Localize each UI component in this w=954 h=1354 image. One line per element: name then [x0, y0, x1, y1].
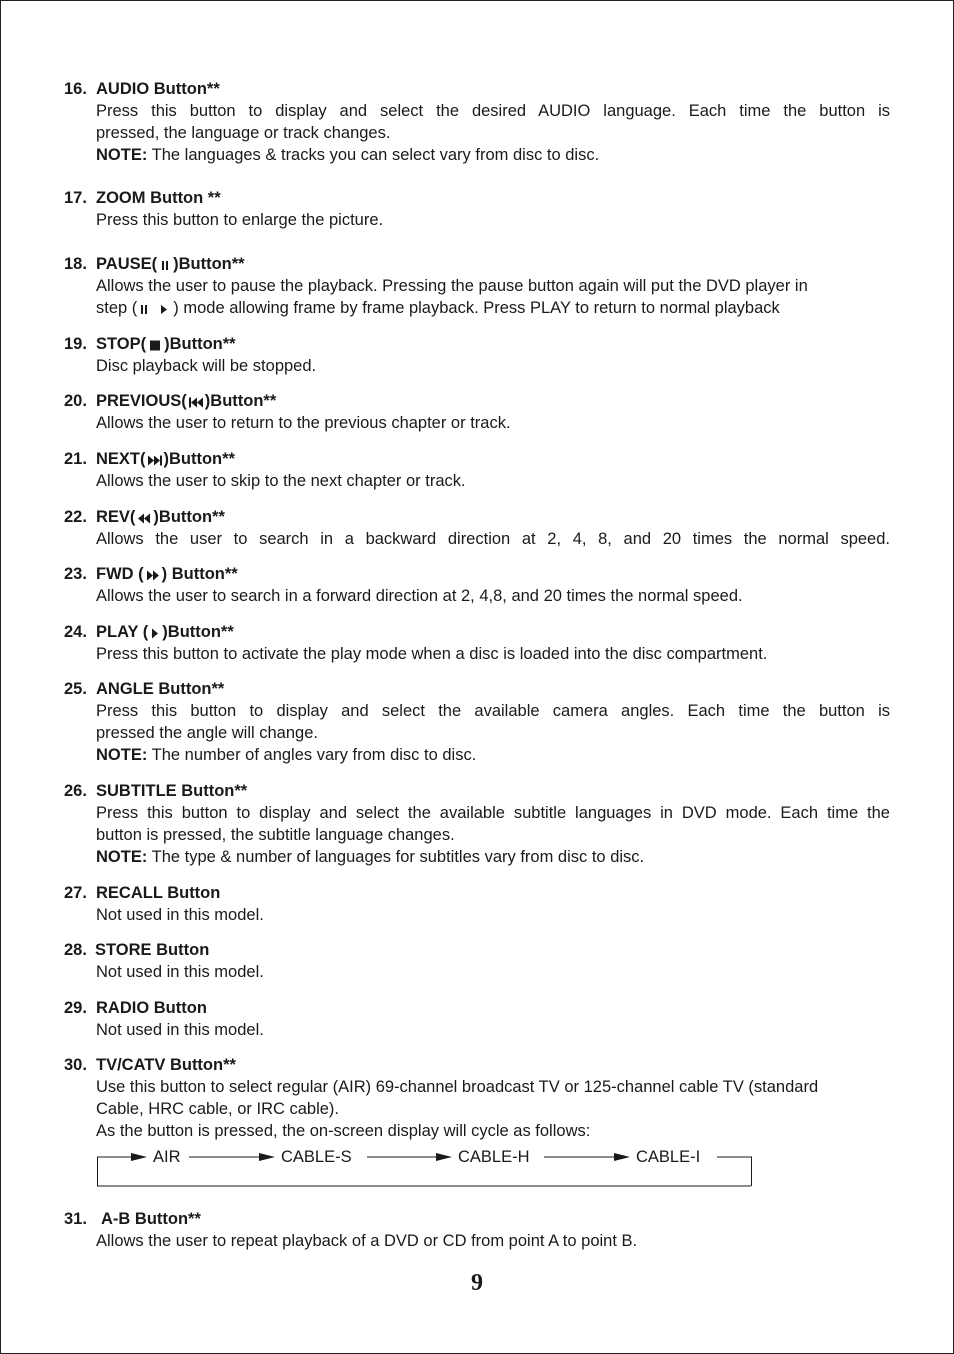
item-title: 16. AUDIO Button**: [64, 80, 220, 98]
page-number: 9: [471, 1270, 483, 1296]
item-description: Allows the user to repeat playback of a DVD or CD from point A to point B.: [96, 1232, 638, 1250]
cycle-label-cable-i: CABLE-I: [636, 1148, 701, 1166]
item-title: 27. RECALL Button: [64, 884, 221, 902]
item-audio-button: [64, 78, 890, 166]
item-fwd-button: [64, 563, 890, 607]
item-pause-button: [64, 253, 890, 319]
note: NOTE: The type & number of languages for subtitles vary from disc to disc.: [96, 848, 645, 866]
item-subtitle-button: [64, 780, 890, 868]
item-tv-catv-button: [64, 1054, 890, 1142]
note: NOTE: The number of angles vary from disc to disc.: [96, 746, 477, 764]
cycle-label-cable-h: CABLE-H: [458, 1148, 530, 1166]
item-description: Not used in this model.: [96, 1021, 264, 1039]
item-title: 17. ZOOM Button **: [64, 189, 221, 207]
item-title: 24. PLAY ( )Button**: [64, 623, 234, 641]
next-icon: [146, 453, 164, 467]
item-recall-button: [64, 882, 890, 926]
stop-icon: [146, 338, 164, 352]
cycle-label-air: AIR: [153, 1148, 181, 1166]
item-description: Not used in this model.: [96, 906, 264, 924]
step-icon: [137, 302, 173, 316]
item-description: Not used in this model.: [96, 963, 264, 981]
item-description: Allows the user to pause the playback. Pressing the pause button again will put the DVD player in step ( ) mode allowing frame by frame playback. Press PLAY to return to normal playback: [96, 277, 808, 317]
rewind-icon: [135, 511, 153, 525]
item-description: Allows the user to skip to the next chapter or track.: [96, 472, 466, 490]
pause-icon: [157, 258, 173, 272]
item-a-b-button: [64, 1208, 890, 1252]
item-description: Allows the user to return to the previous chapter or track.: [96, 414, 511, 432]
item-description: Press this button to enlarge the picture.: [96, 211, 384, 229]
item-play-button: [64, 621, 890, 665]
item-angle-button: [64, 678, 890, 766]
item-stop-button: [64, 333, 890, 377]
item-title: 28. STORE Button: [64, 941, 210, 959]
item-rev-button: [64, 506, 890, 550]
item-title: 19. STOP( )Button**: [64, 335, 236, 353]
item-title: 21. NEXT( )Button**: [64, 450, 235, 468]
item-description: Press this button to display and select the desired AUDIO language. Each time the button is pressed, the language or track changes. NOTE: The languages & tracks you can select vary from disc to disc.: [96, 102, 890, 164]
item-description: Allows the user to search in a forward direction at 2, 4,8, and 20 times the normal speed.: [96, 587, 743, 605]
item-description: Press this button to activate the play mode when a disc is loaded into the disc compartment.: [96, 645, 768, 663]
item-title: 23. FWD ( ) Button**: [64, 565, 238, 583]
item-title: 18. PAUSE( )Button**: [64, 255, 245, 273]
item-zoom-button: [64, 187, 890, 231]
cycle-label-cable-s: CABLE-S: [281, 1148, 352, 1166]
note: NOTE: The languages & tracks you can select vary from disc to disc.: [96, 146, 600, 164]
fast-forward-icon: [144, 568, 162, 582]
channel-cycle-diagram: [97, 1146, 752, 1186]
item-title: 22. REV( )Button**: [64, 508, 225, 526]
item-title: 30. TV/CATV Button**: [64, 1056, 236, 1074]
item-title: 31. A-B Button**: [64, 1210, 201, 1228]
previous-icon: [187, 395, 205, 409]
item-description: Use this button to select regular (AIR) 69-channel broadcast TV or 125-channel cable TV (standard Cable, HRC cable, or IRC cable). As the button is pressed, the on-screen display will cycle as follows:: [96, 1078, 819, 1140]
item-next-button: [64, 448, 890, 492]
item-radio-button: [64, 997, 890, 1041]
item-previous-button: [64, 390, 890, 434]
item-description: Press this button to display and select the available subtitle languages in DVD mode. Each time the button is pressed, the subtitle language changes. NOTE: The type & number of languages for subtitles vary from disc to disc.: [96, 804, 890, 866]
item-description: Allows the user to search in a backward direction at 2, 4, 8, and 20 times the normal speed.: [96, 530, 890, 548]
item-title: 26. SUBTITLE Button**: [64, 782, 248, 800]
item-title: 29. RADIO Button: [64, 999, 207, 1017]
play-icon: [148, 626, 162, 640]
item-title: 20. PREVIOUS( )Button**: [64, 392, 277, 410]
item-description: Press this button to display and select the available camera angles. Each time the button is pressed the angle will change. NOTE: The number of angles vary from disc to disc.: [96, 702, 890, 764]
item-store-button: [64, 939, 890, 983]
item-description: Disc playback will be stopped.: [96, 357, 317, 375]
item-title: 25. ANGLE Button**: [64, 680, 225, 698]
